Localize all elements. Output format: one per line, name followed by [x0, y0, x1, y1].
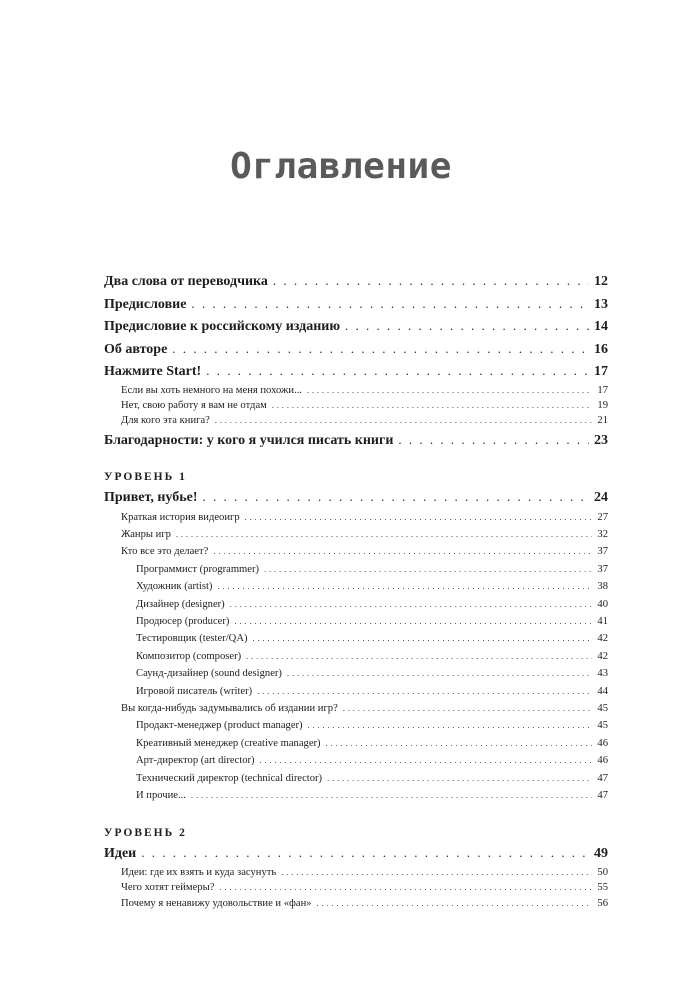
toc-entry-title: Идеи [104, 846, 137, 862]
dot-leader [326, 735, 593, 752]
toc-entry-page: 42 [597, 633, 608, 645]
dot-leader [203, 486, 589, 509]
toc-role-entry[interactable] [104, 683, 608, 700]
dot-leader [327, 770, 592, 787]
toc-entry-title: Два слова от переводчика [104, 274, 268, 289]
toc-entry-title: Почему я ненавижу удовольствие и «фан» [121, 897, 312, 909]
toc-role-entry[interactable] [104, 735, 608, 752]
page-title: Оглавление [230, 146, 452, 187]
dot-leader [246, 648, 592, 665]
dot-leader [234, 613, 592, 630]
toc-chapter-ideas[interactable] [104, 842, 608, 865]
toc-entry-about-author[interactable] [104, 338, 608, 361]
dot-leader [217, 578, 592, 595]
toc-entry-press-start[interactable] [104, 360, 608, 383]
toc-entry-title: Художник (artist) [136, 581, 213, 593]
dot-leader [260, 752, 593, 769]
toc-entry-title: Дизайнер (designer) [136, 598, 225, 610]
toc-entry-page: 24 [594, 490, 608, 506]
toc-subentry[interactable] [104, 509, 608, 526]
toc-entry-page: 16 [594, 341, 608, 357]
toc-entry-translator-note[interactable] [104, 270, 608, 293]
dot-leader [257, 683, 592, 700]
toc-subentry[interactable] [104, 413, 608, 428]
level-1-heading: УРОВЕНЬ 1 [104, 471, 187, 484]
toc-role-entry[interactable] [104, 717, 608, 734]
toc-entry-page: 47 [597, 789, 608, 801]
dot-leader [307, 383, 592, 398]
dot-leader [191, 293, 589, 316]
toc-subentry[interactable] [104, 383, 608, 398]
toc-entry-page: 43 [597, 668, 608, 680]
toc-subentry[interactable] [104, 880, 608, 895]
dot-leader [213, 543, 592, 560]
toc-role-entry[interactable] [104, 578, 608, 595]
toc-entry-title: Программист (programmer) [136, 563, 260, 575]
toc-entry-page: 17 [597, 384, 608, 396]
dot-leader [215, 413, 593, 428]
dot-leader [273, 270, 589, 293]
toc-entry-title: Краткая история видеоигр [121, 511, 240, 523]
table-of-contents [104, 270, 608, 911]
toc-entry-page: 44 [597, 685, 608, 697]
toc-entry-thanks[interactable] [104, 429, 608, 452]
toc-chapter-hello-noob[interactable] [104, 486, 608, 509]
toc-entry-title: Нет, свою работу я вам не отдам [121, 399, 267, 411]
toc-entry-page: 56 [597, 897, 608, 909]
dot-leader [281, 865, 592, 880]
toc-entry-page: 45 [597, 702, 608, 714]
toc-role-entry[interactable] [104, 665, 608, 682]
toc-entry-page: 21 [597, 415, 608, 427]
dot-leader [398, 429, 589, 452]
toc-role-entry[interactable] [104, 596, 608, 613]
toc-entry-title: Игровой писатель (writer) [136, 685, 253, 697]
toc-subentry[interactable] [104, 398, 608, 413]
toc-entry-page: 14 [594, 319, 608, 334]
toc-entry-title: Продакт-менеджер (product manager) [136, 720, 303, 732]
toc-entry-title: Технический директор (technical director) [136, 772, 323, 784]
dot-leader [191, 787, 592, 804]
dot-leader [253, 630, 593, 647]
toc-entry-title: Привет, нубье! [104, 490, 198, 506]
toc-entry-page: 37 [597, 546, 608, 558]
toc-entry-page: 19 [597, 399, 608, 411]
dot-leader [172, 338, 589, 361]
toc-entry-title: Идеи: где их взять и куда засунуть [121, 866, 277, 878]
toc-entry-title: Чего хотят геймеры? [121, 882, 215, 894]
toc-entry-page: 49 [594, 846, 608, 862]
toc-entry-page: 23 [594, 432, 608, 448]
toc-subentry[interactable] [104, 526, 608, 543]
toc-subentry[interactable] [104, 543, 608, 560]
toc-entry-page: 38 [597, 581, 608, 593]
toc-entry-title: Если вы хоть немного на меня похожи... [121, 384, 302, 396]
toc-subentry[interactable] [104, 700, 608, 717]
toc-subentry[interactable] [104, 896, 608, 911]
toc-entry-page: 17 [594, 364, 608, 379]
toc-role-entry[interactable] [104, 561, 608, 578]
toc-entry-page: 13 [594, 296, 608, 312]
toc-entry-page: 40 [597, 598, 608, 610]
dot-leader [345, 315, 589, 338]
dot-leader [141, 842, 589, 865]
toc-entry-page: 37 [597, 563, 608, 575]
dot-leader [343, 700, 593, 717]
dot-leader [206, 360, 589, 383]
dot-leader [176, 526, 592, 543]
toc-entry-page: 50 [597, 866, 608, 878]
toc-subentry[interactable] [104, 865, 608, 880]
toc-entry-page: 46 [597, 755, 608, 767]
toc-role-entry[interactable] [104, 770, 608, 787]
dot-leader [287, 665, 592, 682]
toc-entry-title: Тестировщик (tester/QA) [136, 633, 248, 645]
toc-entry-title: Об авторе [104, 341, 168, 357]
toc-role-entry[interactable] [104, 630, 608, 647]
toc-entry-title: Вы когда-нибудь задумывались об издании игр? [121, 702, 338, 714]
dot-leader [230, 596, 593, 613]
toc-entry-page: 47 [597, 772, 608, 784]
toc-entry-title: Предисловие к российскому изданию [104, 319, 341, 334]
toc-role-entry[interactable] [104, 613, 608, 630]
toc-entry-title: Нажмите Start! [104, 364, 202, 379]
toc-entry-title: Предисловие [104, 296, 187, 312]
toc-entry-russian-preface[interactable] [104, 315, 608, 338]
toc-entry-title: Композитор (composer) [136, 650, 242, 662]
toc-entry-page: 46 [597, 737, 608, 749]
toc-entry-title: Арт-директор (art director) [136, 755, 255, 767]
toc-entry-page: 41 [597, 616, 608, 628]
toc-role-entry[interactable] [104, 752, 608, 769]
toc-entry-title: Саунд-дизайнер (sound designer) [136, 668, 282, 680]
toc-entry-title: И прочие... [136, 789, 186, 801]
toc-entry-title: Продюсер (producer) [136, 616, 230, 628]
toc-entry-page: 55 [597, 882, 608, 894]
toc-role-entry[interactable] [104, 648, 608, 665]
toc-entry-title: Для кого эта книга? [121, 415, 210, 427]
toc-entry-title: Креативный менеджер (creative manager) [136, 737, 321, 749]
dot-leader [317, 896, 593, 911]
toc-entry-preface[interactable] [104, 293, 608, 316]
toc-entry-title: Кто все это делает? [121, 546, 209, 558]
toc-role-entry[interactable] [104, 787, 608, 804]
dot-leader [272, 398, 593, 413]
dot-leader [219, 880, 592, 895]
dot-leader [245, 509, 593, 526]
toc-entry-page: 32 [597, 529, 608, 541]
dot-leader [264, 561, 592, 578]
toc-entry-title: Благодарности: у кого я учился писать книги [104, 432, 394, 448]
toc-entry-page: 42 [597, 650, 608, 662]
toc-entry-title: Жанры игр [121, 529, 171, 541]
toc-entry-page: 45 [597, 720, 608, 732]
toc-entry-page: 12 [594, 274, 608, 289]
dot-leader [308, 717, 593, 734]
toc-entry-page: 27 [597, 511, 608, 523]
level-2-heading: УРОВЕНЬ 2 [104, 827, 187, 840]
